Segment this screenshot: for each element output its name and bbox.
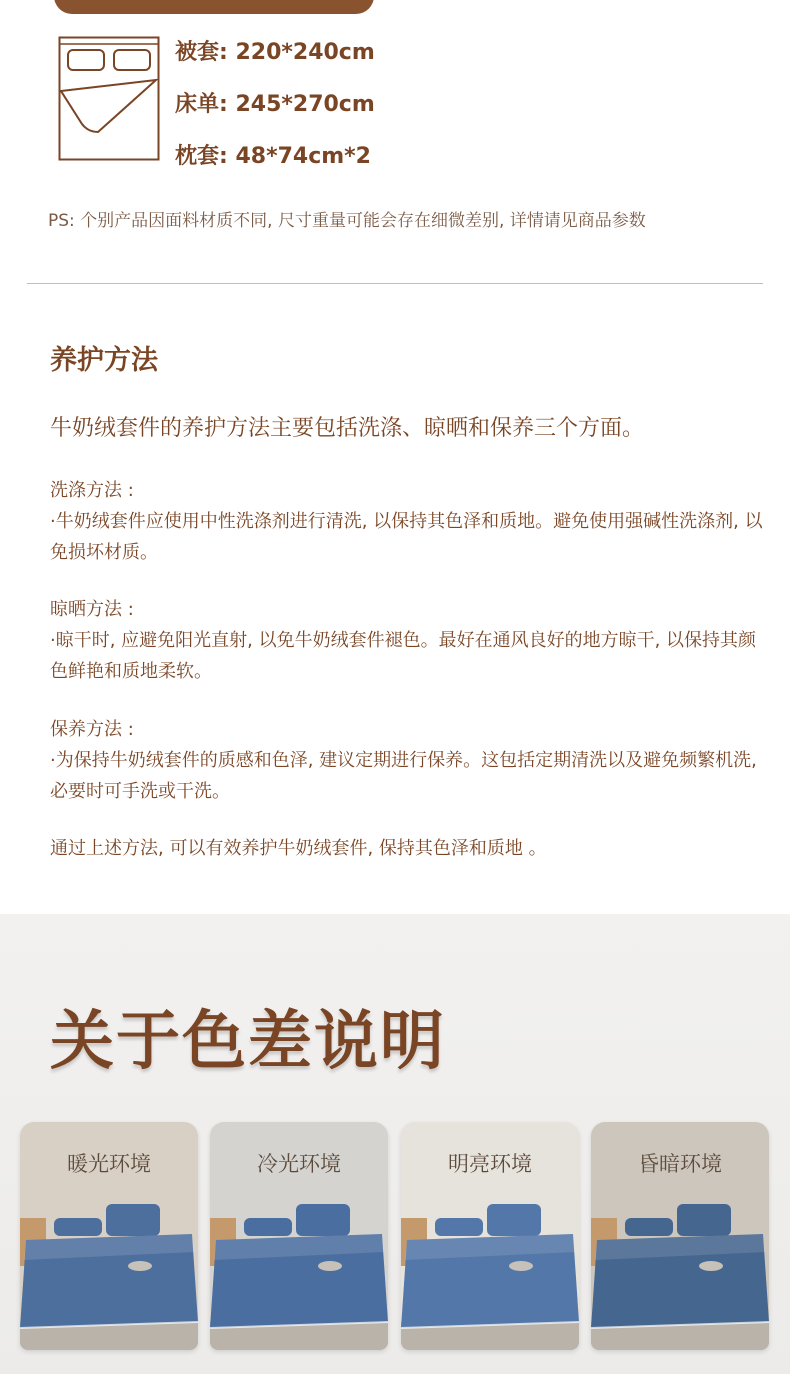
wash-title: 洗涤方法 : (50, 480, 134, 501)
divider (27, 283, 763, 284)
care-title: 养护方法 (50, 345, 158, 376)
spec-sheet: 床单: 245*270cm (175, 92, 375, 117)
env-card-bright (401, 1122, 579, 1350)
color-diff-section (0, 914, 790, 1374)
bed-icon (58, 36, 162, 162)
keep-section (50, 714, 770, 807)
color-diff-title: 关于色差说明 (50, 1005, 446, 1079)
dry-section (50, 594, 770, 687)
pillow-right (677, 1204, 731, 1236)
pillow-left (244, 1218, 292, 1236)
cushion (128, 1261, 152, 1271)
pillow-right (296, 1204, 350, 1236)
keep-body: ·为保持牛奶绒套件的质感和色泽, 建议定期进行保养。这包括定期清洗以及避免频繁机洗, 必要时可手洗或干洗。 (50, 750, 757, 802)
wash-body: ·牛奶绒套件应使用中性洗涤剂进行清洗, 以保持其色泽和质地。避免使用强碱性洗涤剂, 以免损坏材质。 (50, 511, 763, 563)
ps-note: PS: 个别产品因面料材质不同, 尺寸重量可能会存在细微差别, 详情请见商品参数 (48, 211, 646, 231)
size-tab (54, 0, 374, 14)
summary-text: 通过上述方法, 可以有效养护牛奶绒套件, 保持其色泽和质地 。 (50, 838, 547, 859)
care-intro: 牛奶绒套件的养护方法主要包括洗涤、晾晒和保养三个方面。 (50, 416, 645, 441)
cushion (699, 1261, 723, 1271)
wash-section (50, 475, 770, 568)
cushion (318, 1261, 342, 1271)
keep-title: 保养方法 : (50, 719, 134, 740)
env-card-warm (20, 1122, 198, 1350)
pillow-left (435, 1218, 483, 1236)
pillow-right (106, 1204, 160, 1236)
spec-duvet: 被套: 220*240cm (175, 40, 375, 65)
spec-pillow: 枕套: 48*74cm*2 (175, 144, 371, 169)
pillow-left (625, 1218, 673, 1236)
env-label: 明亮环境 (448, 1152, 532, 1176)
dry-body: ·晾干时, 应避免阳光直射, 以免牛奶绒套件褪色。最好在通风良好的地方晾干, 以保持其颜色鲜艳和质地柔软。 (50, 630, 757, 682)
env-card-cool (210, 1122, 388, 1350)
env-label: 昏暗环境 (638, 1152, 722, 1176)
care-summary (50, 833, 770, 864)
env-label: 冷光环境 (257, 1152, 341, 1176)
cushion (509, 1261, 533, 1271)
pillow-left (54, 1218, 102, 1236)
env-label: 暖光环境 (67, 1152, 151, 1176)
dry-title: 晾晒方法 : (50, 599, 134, 620)
pillow-right (487, 1204, 541, 1236)
env-card-dim (591, 1122, 769, 1350)
